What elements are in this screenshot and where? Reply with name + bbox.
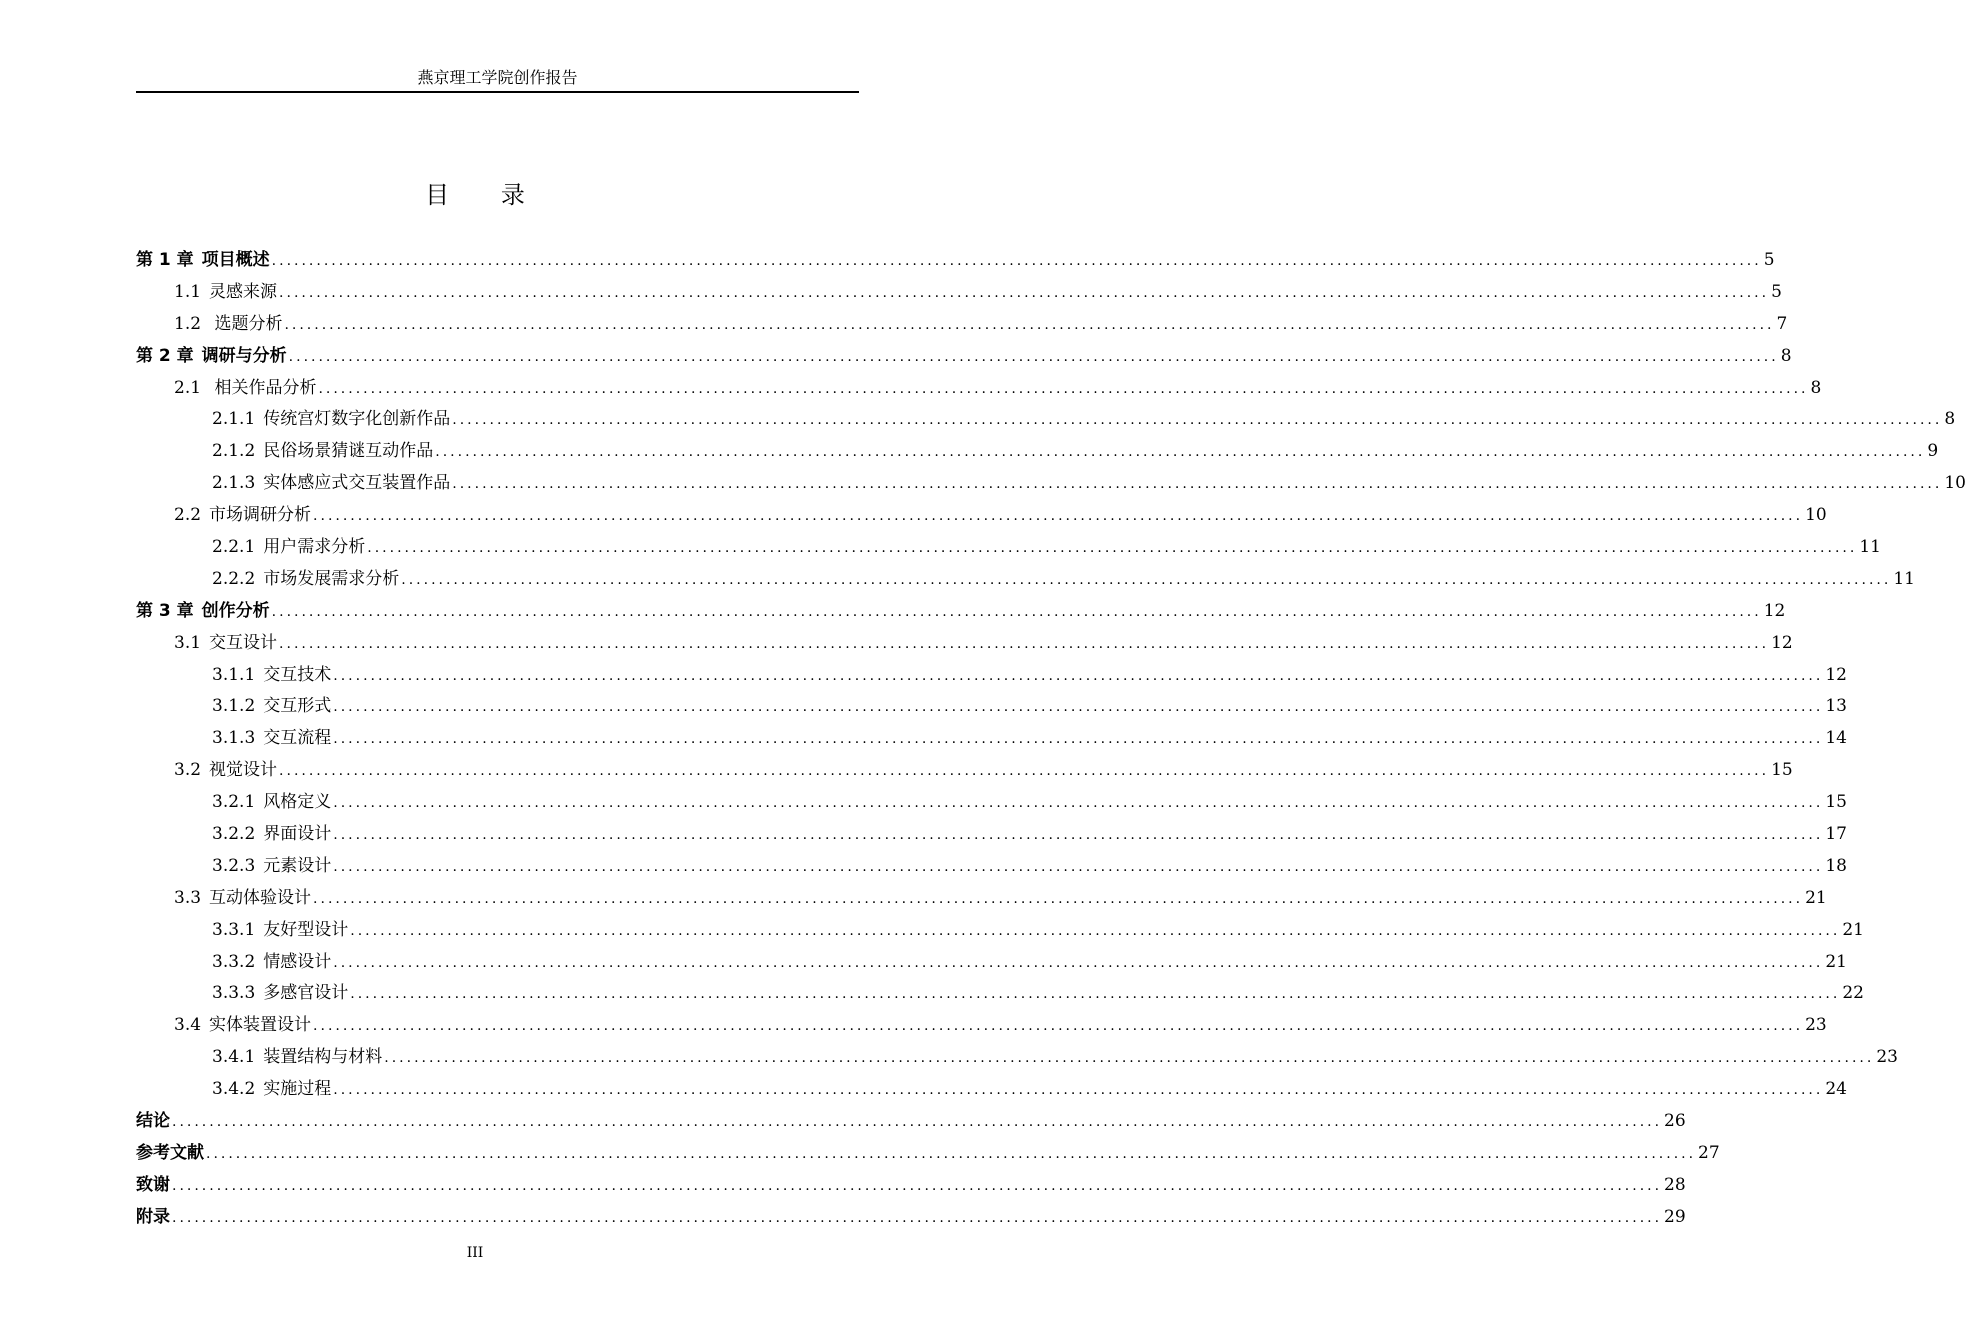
toc-dot-leader: ........................................................................................................................................................................................................ (333, 795, 1824, 812)
toc-entry-number: 3.3.1 (212, 919, 256, 940)
toc-dot-leader: ........................................................................................................................................................................................................ (279, 763, 1770, 780)
toc-entry-number: 1.1 (174, 281, 202, 302)
toc-entry-text: 结论 (136, 1111, 170, 1132)
toc-entry[interactable] (136, 628, 1793, 660)
toc-title-char-1: 目 (425, 181, 450, 209)
toc-entry[interactable] (136, 787, 1847, 819)
toc-dot-leader: ........................................................................................................................................................................................................ (288, 348, 1779, 365)
toc-entry-label (212, 787, 331, 819)
toc-entry-number: 1.2 (174, 313, 202, 334)
toc-entry-label (212, 1042, 382, 1074)
toc-entry-page: 27 (1698, 1142, 1720, 1163)
toc-entry-text: 视觉设计 (209, 760, 278, 781)
toc-entry-number: 3.1.1 (212, 664, 256, 685)
toc-entry-label (212, 436, 433, 468)
toc-entry-page: 18 (1825, 855, 1847, 876)
toc-entry-number: 第 2 章 (136, 345, 194, 366)
toc-entry-page: 14 (1825, 728, 1847, 749)
toc-dot-leader: ........................................................................................................................................................................................................ (333, 731, 1824, 748)
toc-entry-page: 10 (1805, 505, 1827, 526)
toc-entry-number: 3.2.2 (212, 824, 256, 845)
toc-entry-number: 第 1 章 (136, 250, 194, 270)
toc-entry-label (174, 628, 277, 660)
toc-entry-text: 市场调研分析 (209, 505, 312, 526)
toc-dot-leader: ........................................................................................................................................................................................................ (333, 1082, 1824, 1099)
toc-entry[interactable] (136, 723, 1847, 755)
toc-entry-text: 致谢 (136, 1174, 170, 1195)
toc-dot-leader: ........................................................................................................................................................................................................ (313, 508, 1804, 525)
page-number: III (466, 1245, 484, 1261)
toc-entry-number: 2.1 (174, 377, 202, 398)
toc-entry-label (212, 691, 331, 723)
toc-entry[interactable] (136, 277, 1782, 309)
toc-entry-page: 12 (1763, 600, 1786, 621)
toc-entry-page: 10 (1944, 473, 1966, 494)
toc-dot-leader: ........................................................................................................................................................................................................ (271, 603, 1762, 620)
toc-entry-number: 2.2 (174, 505, 202, 526)
toc-entry[interactable] (136, 1042, 1898, 1074)
toc-entry-label (212, 819, 331, 851)
toc-entry[interactable] (136, 1106, 1686, 1138)
toc-entry-page: 21 (1825, 951, 1847, 972)
toc-dot-leader: ........................................................................................................................................................................................................ (367, 540, 1858, 557)
toc-entry-text: 参考文献 (136, 1142, 204, 1163)
toc-entry-page: 5 (1763, 250, 1775, 270)
toc-entry-label (212, 1074, 331, 1106)
toc-entry-page: 22 (1842, 983, 1864, 1004)
toc-entry-number: 2.1.2 (212, 441, 256, 462)
toc-entry-page: 17 (1825, 824, 1847, 845)
toc-entry-number: 3.1.3 (212, 728, 256, 749)
toc-entry-page: 26 (1664, 1111, 1686, 1132)
toc-entry-text: 界面设计 (263, 824, 332, 845)
toc-dot-leader: ........................................................................................................................................................................................................ (350, 986, 1841, 1003)
toc-entry-label (136, 1170, 170, 1202)
toc-entry[interactable] (136, 1138, 1720, 1170)
toc-entry[interactable] (136, 1202, 1686, 1234)
toc-entry-label (212, 660, 331, 692)
table-of-contents (136, 245, 1966, 1234)
toc-entry[interactable] (136, 309, 1788, 341)
toc-entry-text: 情感设计 (263, 951, 332, 972)
toc-entry-label (174, 309, 282, 341)
toc-entry[interactable] (136, 1170, 1686, 1202)
toc-entry-number: 2.2.1 (212, 537, 256, 558)
toc-entry[interactable] (136, 755, 1793, 787)
toc-entry-label (136, 1106, 170, 1138)
toc-entry[interactable] (136, 691, 1847, 723)
toc-entry[interactable] (136, 1074, 1847, 1106)
toc-entry-label (212, 532, 365, 564)
toc-entry[interactable] (136, 373, 1822, 405)
toc-entry-number: 3.3.2 (212, 951, 256, 972)
toc-dot-leader: ........................................................................................................................................................................................................ (401, 571, 1892, 588)
toc-entry-number: 3.4.1 (212, 1047, 256, 1068)
toc-dot-leader: ........................................................................................................................................................................................................ (172, 1114, 1663, 1131)
toc-entry-label (174, 277, 277, 309)
toc-entry-label (212, 851, 331, 883)
toc-entry-number: 3.1 (174, 632, 202, 653)
toc-dot-leader: ........................................................................................................................................................................................................ (313, 1018, 1804, 1035)
toc-dot-leader: ........................................................................................................................................................................................................ (279, 284, 1770, 301)
toc-entry-number: 3.2 (174, 760, 202, 781)
toc-entry-text: 交互形式 (263, 696, 332, 717)
toc-entry-text: 传统宫灯数字化创新作品 (263, 409, 451, 430)
toc-entry-page: 11 (1859, 537, 1881, 558)
toc-entry-text: 装置结构与材料 (263, 1047, 383, 1068)
toc-entry-number: 2.2.2 (212, 568, 256, 589)
toc-entry-page: 21 (1805, 887, 1827, 908)
toc-dot-leader: ........................................................................................................................................................................................................ (313, 890, 1804, 907)
toc-entry-label (174, 1010, 311, 1042)
toc-dot-leader: ........................................................................................................................................................................................................ (350, 922, 1841, 939)
toc-dot-leader: ........................................................................................................................................................................................................ (318, 380, 1809, 397)
toc-entry-number: 3.2.3 (212, 855, 256, 876)
toc-entry[interactable] (136, 341, 1792, 373)
toc-dot-leader: ........................................................................................................................................................................................................ (384, 1050, 1875, 1067)
toc-entry-number: 3.1.2 (212, 696, 256, 717)
toc-entry-label (212, 564, 399, 596)
toc-dot-leader: ........................................................................................................................................................................................................ (279, 635, 1770, 652)
toc-dot-leader: ........................................................................................................................................................................................................ (333, 667, 1824, 684)
toc-entry-text: 民俗场景猜谜互动作品 (263, 441, 434, 462)
toc-dot-leader: ........................................................................................................................................................................................................ (206, 1145, 1697, 1162)
toc-entry-label (212, 723, 331, 755)
toc-entry-number: 3.3 (174, 887, 202, 908)
toc-entry-text: 友好型设计 (263, 919, 349, 940)
toc-entry[interactable] (136, 468, 1966, 500)
toc-entry-text: 元素设计 (263, 855, 332, 876)
toc-entry-text: 市场发展需求分析 (263, 568, 400, 589)
toc-entry-page: 8 (1810, 377, 1822, 398)
toc-entry-page: 5 (1771, 281, 1782, 302)
toc-entry-page: 24 (1825, 1079, 1847, 1100)
running-header: 燕京理工学院创作报告 (136, 68, 859, 93)
toc-entry[interactable] (136, 564, 1915, 596)
toc-entry-number: 2.1.3 (212, 473, 256, 494)
toc-entry-number: 第 3 章 (136, 600, 194, 621)
toc-entry-text: 项目概述 (201, 250, 270, 270)
toc-entry-label (136, 1138, 204, 1170)
toc-entry-number: 3.4.2 (212, 1079, 256, 1100)
toc-entry-label (174, 883, 311, 915)
toc-dot-leader: ........................................................................................................................................................................................................ (172, 1177, 1663, 1194)
toc-entry-label (212, 468, 450, 500)
toc-entry-page: 8 (1780, 345, 1792, 366)
toc-entry[interactable] (136, 245, 1775, 277)
toc-entry-page: 12 (1825, 664, 1847, 685)
toc-dot-leader: ........................................................................................................................................................................................................ (333, 699, 1824, 716)
toc-entry-text: 调研与分析 (201, 345, 287, 366)
toc-dot-leader: ........................................................................................................................................................................................................ (333, 858, 1824, 875)
toc-entry[interactable] (136, 819, 1847, 851)
toc-entry-label (136, 1202, 170, 1234)
toc-entry-text: 附录 (136, 1206, 170, 1227)
toc-entry-label (136, 341, 287, 373)
toc-entry-page: 29 (1664, 1206, 1686, 1227)
toc-entry-page: 12 (1771, 632, 1793, 653)
toc-entry[interactable] (136, 851, 1847, 883)
toc-entry[interactable] (136, 596, 1786, 628)
toc-dot-leader: ........................................................................................................................................................................................................ (271, 253, 1762, 269)
toc-entry[interactable] (136, 978, 1864, 1010)
toc-entry-page: 13 (1825, 696, 1847, 717)
toc-entry-page: 15 (1771, 760, 1793, 781)
toc-entry-text: 创作分析 (201, 600, 270, 621)
toc-dot-leader: ........................................................................................................................................................................................................ (452, 476, 1943, 493)
toc-entry[interactable] (136, 660, 1847, 692)
toc-entry-page: 8 (1944, 409, 1956, 430)
toc-entry-text: 相关作品分析 (209, 377, 317, 398)
toc-entry[interactable] (136, 1010, 1827, 1042)
toc-entry-label (212, 978, 348, 1010)
toc-entry-page: 15 (1825, 792, 1847, 813)
toc-entry-page: 23 (1876, 1047, 1898, 1068)
toc-entry-label (212, 404, 450, 436)
toc-title (0, 180, 950, 210)
toc-entry-number: 2.1.1 (212, 409, 256, 430)
toc-entry-text: 实施过程 (263, 1079, 332, 1100)
toc-dot-leader: ........................................................................................................................................................................................................ (435, 444, 1926, 461)
toc-entry-number: 3.2.1 (212, 792, 256, 813)
toc-entry-label (212, 947, 331, 979)
toc-entry[interactable] (136, 915, 1864, 947)
toc-title-char-2: 录 (500, 181, 525, 209)
toc-entry[interactable] (136, 883, 1827, 915)
toc-entry-page: 28 (1664, 1174, 1686, 1195)
toc-entry-label (136, 596, 270, 628)
toc-entry-text: 实体装置设计 (209, 1015, 312, 1036)
toc-entry-number: 3.3.3 (212, 983, 256, 1004)
toc-entry-page: 9 (1927, 441, 1939, 462)
toc-dot-leader: ........................................................................................................................................................................................................ (172, 1209, 1663, 1226)
toc-entry-page: 11 (1893, 568, 1915, 589)
toc-entry-text: 灵感来源 (209, 281, 278, 302)
toc-entry-text: 实体感应式交互装置作品 (263, 473, 451, 494)
toc-entry-page: 21 (1842, 919, 1864, 940)
toc-dot-leader: ........................................................................................................................................................................................................ (333, 954, 1824, 971)
toc-entry-text: 交互技术 (263, 664, 332, 685)
toc-entry-number: 3.4 (174, 1015, 202, 1036)
toc-entry-label (212, 915, 348, 947)
toc-entry-page: 7 (1776, 313, 1788, 334)
toc-entry-label (174, 755, 277, 787)
toc-entry-text: 交互设计 (209, 632, 278, 653)
toc-entry-text: 用户需求分析 (263, 537, 366, 558)
toc-dot-leader: ........................................................................................................................................................................................................ (333, 827, 1824, 844)
toc-entry[interactable] (136, 500, 1827, 532)
toc-dot-leader: ........................................................................................................................................................................................................ (284, 316, 1775, 333)
toc-entry-text: 交互流程 (263, 728, 332, 749)
toc-entry[interactable] (136, 436, 1939, 468)
toc-dot-leader: ........................................................................................................................................................................................................ (452, 412, 1943, 429)
toc-entry-page: 23 (1805, 1015, 1827, 1036)
toc-entry[interactable] (136, 404, 1956, 436)
toc-entry-label (136, 245, 270, 277)
toc-entry-text: 选题分析 (209, 313, 283, 334)
toc-entry-text: 互动体验设计 (209, 887, 312, 908)
toc-entry[interactable] (136, 532, 1881, 564)
toc-entry-text: 风格定义 (263, 792, 332, 813)
toc-entry-label (174, 500, 311, 532)
toc-entry-label (174, 373, 316, 405)
toc-entry[interactable] (136, 947, 1847, 979)
toc-entry-text: 多感官设计 (263, 983, 349, 1004)
